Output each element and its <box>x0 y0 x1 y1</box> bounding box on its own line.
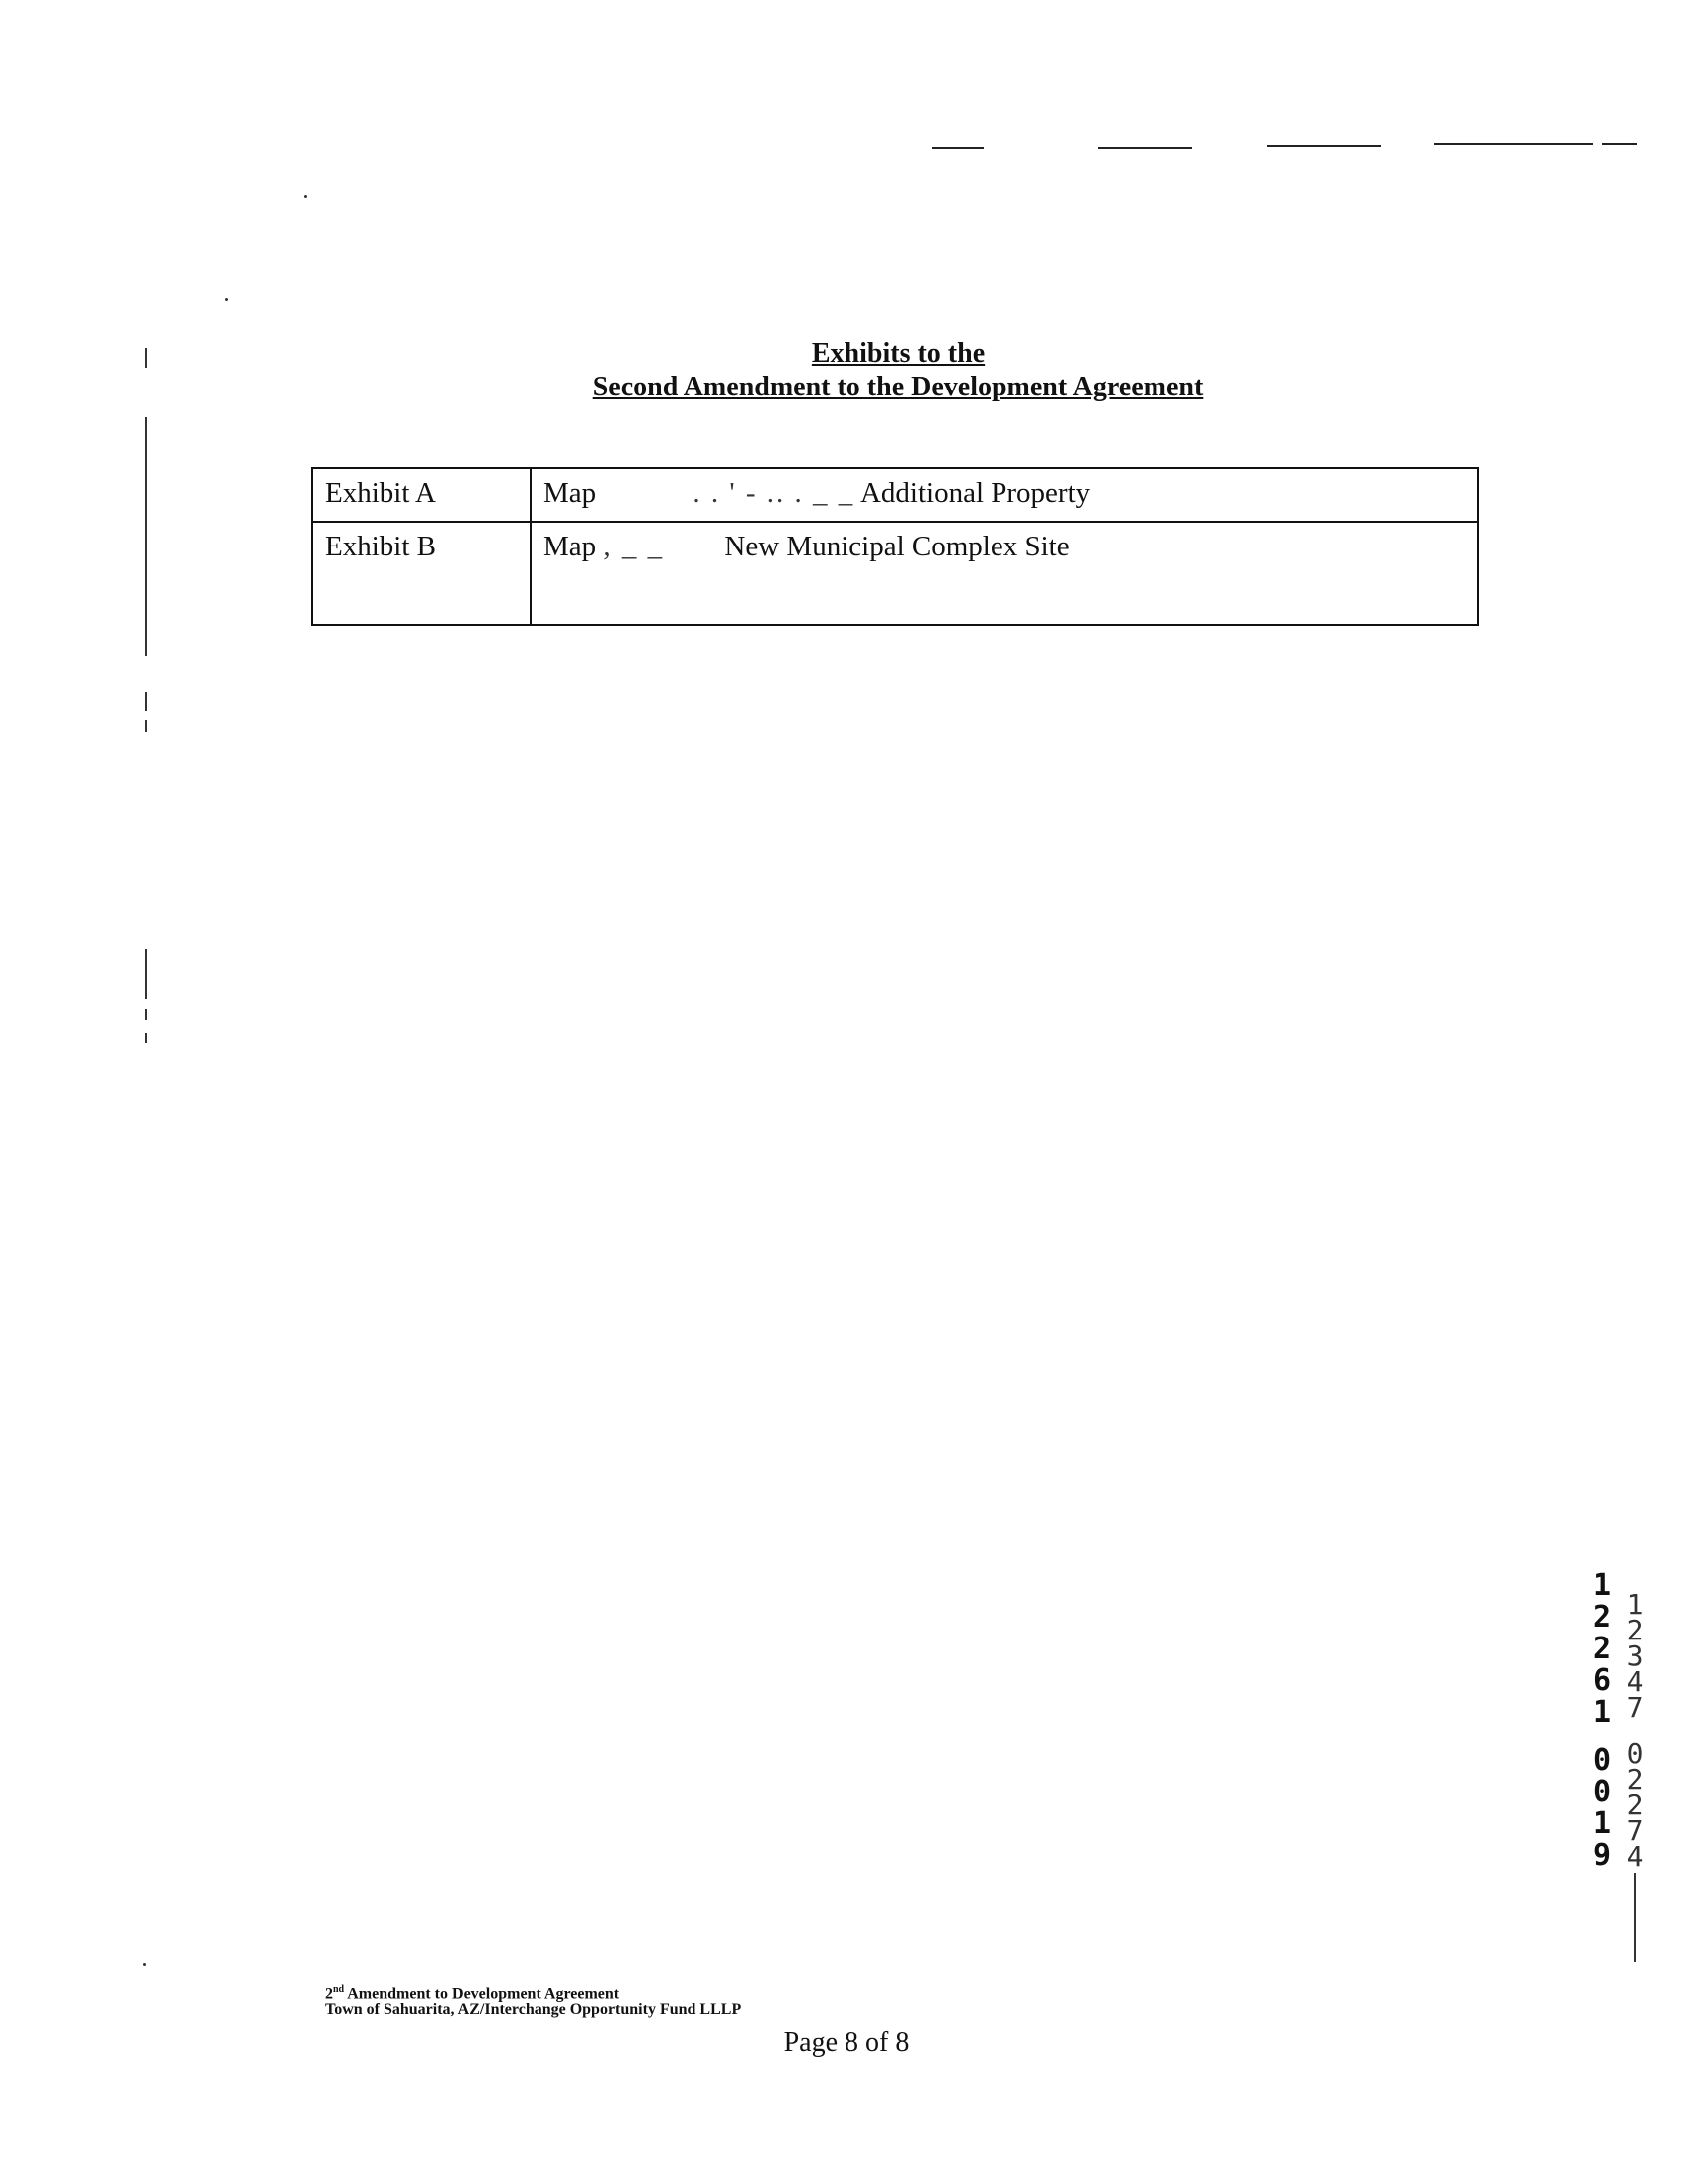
stamp-digit: 1 <box>1592 1568 1612 1603</box>
scan-tick <box>145 1009 147 1020</box>
stamp-digit: 0 <box>1592 1775 1612 1809</box>
page-number: Page 8 of 8 <box>783 2027 910 2058</box>
exhibit-description: Additional Property <box>859 477 1091 509</box>
stamp-digit: 4 <box>1626 1665 1644 1698</box>
exhibit-label: Exhibit B <box>312 522 531 625</box>
stamp-line <box>1634 1873 1636 1962</box>
scan-tick <box>145 720 147 732</box>
exhibit-label: Exhibit A <box>312 468 531 522</box>
footer-parties: Town of Sahuarita, AZ/Interchange Opportunity Fund LLLP <box>325 2001 742 2018</box>
footer-ordinal: 2 <box>325 1985 333 2003</box>
stamp-digit: 2 <box>1592 1632 1612 1666</box>
table-row <box>312 468 1478 522</box>
stamp-digit: 2 <box>1592 1600 1612 1635</box>
scan-speck <box>225 298 228 301</box>
stamp-digit: 2 <box>1626 1789 1644 1821</box>
exhibit-type: Map <box>543 477 597 509</box>
stamp-digit: 0 <box>1592 1743 1612 1778</box>
stamp-digit: 1 <box>1626 1588 1644 1621</box>
heading-line-1: Exhibits to the <box>811 338 986 369</box>
stamp-digit: 2 <box>1626 1763 1644 1795</box>
exhibit-type: Map <box>543 531 597 562</box>
exhibit-filler: . . ' - .. . _ _ <box>693 477 855 509</box>
exhibit-description-cell <box>531 468 1478 522</box>
scan-rule <box>1098 147 1192 149</box>
exhibit-description-cell <box>531 522 1478 625</box>
stamp-digit: 3 <box>1626 1639 1644 1672</box>
table-row <box>312 522 1478 625</box>
scan-rule <box>932 147 984 149</box>
stamp-digit: 6 <box>1592 1663 1612 1698</box>
stamp-digit: 0 <box>1626 1737 1644 1770</box>
footer-title-text: Amendment to Development Agreement <box>344 1985 620 2003</box>
exhibit-description: New Municipal Complex Site <box>724 531 1070 562</box>
stamp-digit: 1 <box>1592 1695 1612 1730</box>
exhibits-table <box>311 467 1479 626</box>
stamp-digit: 1 <box>1592 1806 1612 1841</box>
scan-rule <box>1267 145 1381 147</box>
scan-rule <box>1602 143 1637 145</box>
scan-tick <box>145 949 147 999</box>
recording-stamp-left <box>1590 1570 1614 1872</box>
scan-tick <box>145 417 147 656</box>
scan-speck <box>304 195 307 198</box>
scan-speck <box>143 1963 146 1966</box>
stamp-digit: 7 <box>1626 1691 1644 1724</box>
footer-ordinal-suffix: nd <box>333 1984 345 1995</box>
stamp-digit: 9 <box>1592 1838 1612 1873</box>
stamp-digit: 4 <box>1626 1840 1644 1873</box>
scan-tick <box>145 1033 147 1043</box>
stamp-digit: 7 <box>1626 1814 1644 1847</box>
stamp-digit: 2 <box>1626 1614 1644 1646</box>
exhibit-filler: , _ _ <box>603 531 665 562</box>
scan-rule <box>1434 143 1593 145</box>
scan-tick <box>145 692 147 711</box>
heading-line-2: Second Amendment to the Development Agreement <box>592 372 1204 402</box>
recording-stamp-right <box>1623 1588 1647 1873</box>
